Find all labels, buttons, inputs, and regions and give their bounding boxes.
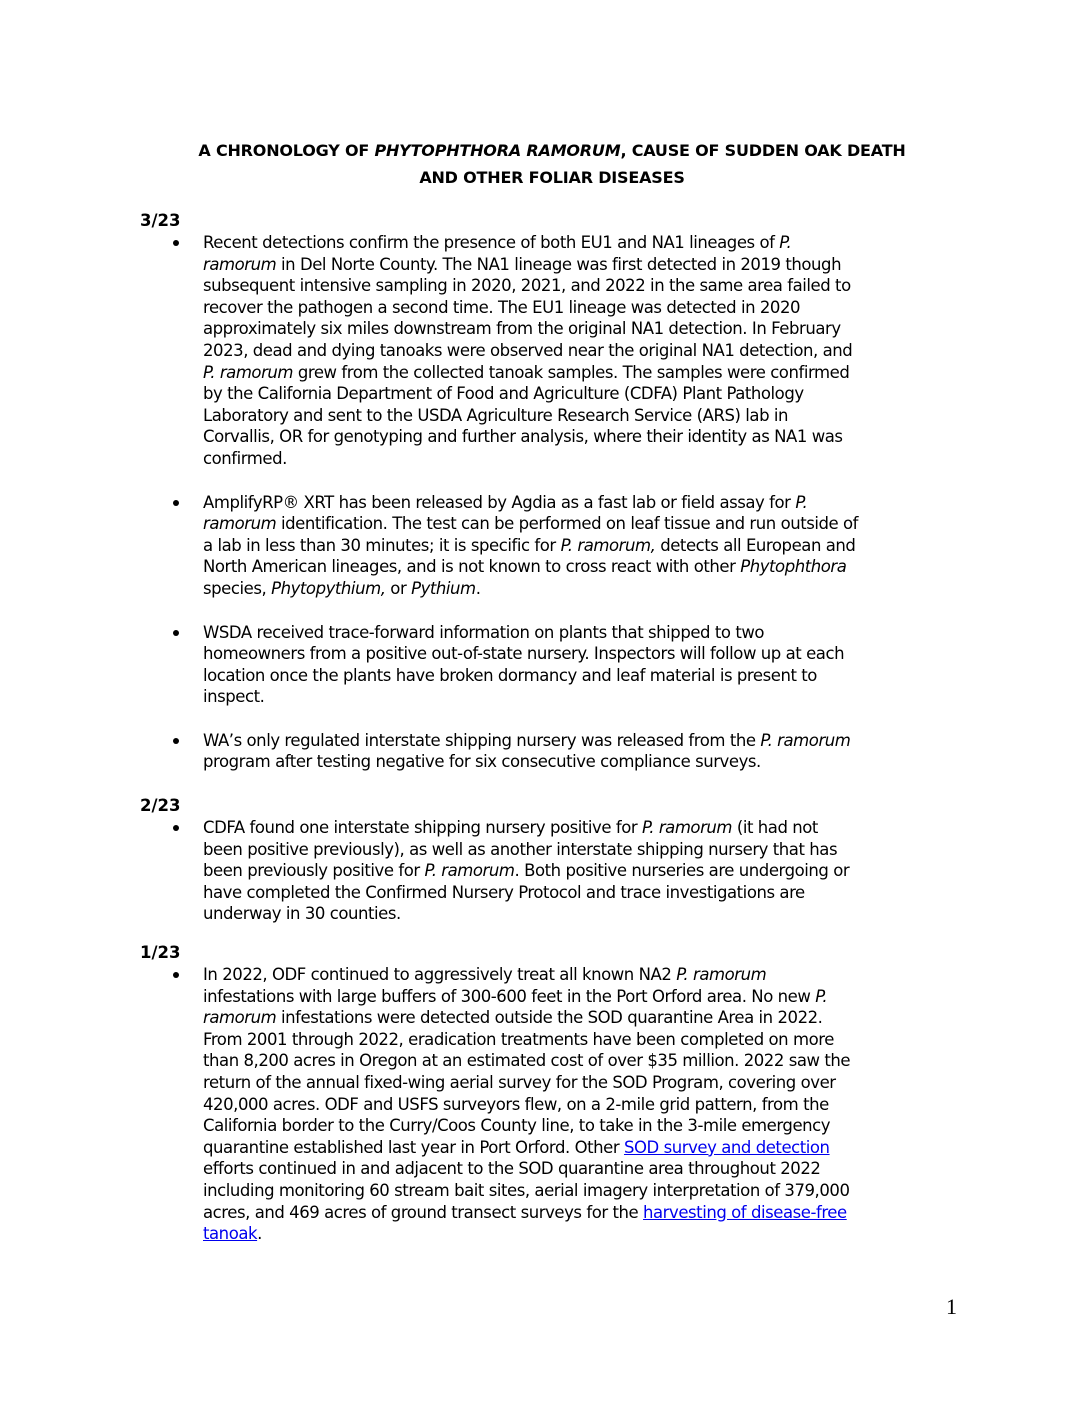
text-segment: recover the pathogen a second time. The EU1 lineage was detected in 2020	[203, 297, 801, 317]
text-line	[203, 1029, 970, 1051]
text-segment: been previously positive for	[203, 861, 425, 881]
text-line	[203, 1223, 970, 1245]
text-segment: grew from the collected tanoak samples. The samples were confirmed	[293, 362, 850, 382]
text-segment: by the California Department of Food and Agriculture (CDFA) Plant Pathology	[203, 384, 804, 404]
bullet-icon	[173, 825, 179, 831]
bullet-icon	[173, 240, 179, 246]
text-line	[203, 405, 970, 427]
title-line-1: A CHRONOLOGY OF PHYTOPHTHORA RAMORUM, CAUSE OF SUDDEN OAK DEATH	[198, 141, 906, 160]
text-segment: return of the annual fixed-wing aerial survey for the SOD Program, covering over	[203, 1072, 836, 1092]
list-item	[140, 817, 970, 925]
text-line	[203, 622, 970, 644]
text-segment: North American lineages, and is not known to cross react with other	[203, 557, 741, 577]
text-line	[203, 318, 970, 340]
hyperlink[interactable]: SOD survey and detection	[623, 1137, 830, 1157]
italic-text: ramorum	[203, 254, 277, 274]
text-line	[203, 535, 970, 557]
text-segment: WSDA received trace-forward information on plants that shipped to two	[203, 622, 765, 642]
italic-text: P. ramorum,	[560, 535, 656, 555]
text-segment: detects all European and	[655, 535, 856, 555]
text-line	[203, 448, 970, 470]
section-2-23	[140, 795, 970, 947]
text-segment: Laboratory and sent to the USDA Agriculture Research Service (ARS) lab in	[203, 405, 789, 425]
text-segment: In 2022, ODF continued to aggressively treat all known NA2	[203, 965, 677, 984]
document-title	[140, 137, 964, 191]
text-segment: (it had not	[732, 818, 818, 837]
italic-text: P. ramorum	[676, 965, 767, 984]
text-line	[203, 903, 970, 925]
text-segment: infestations were detected outside the SOD quarantine Area in 2022.	[276, 1008, 823, 1028]
text-line	[203, 1072, 970, 1094]
italic-text: P.	[795, 492, 808, 512]
list-item	[140, 232, 970, 470]
text-segment: WA’s only regulated interstate shipping nursery was released from the	[203, 730, 761, 750]
title-line-2: AND OTHER FOLIAR DISEASES	[419, 168, 685, 187]
text-line	[203, 860, 970, 882]
bullet-list	[140, 964, 970, 1245]
text-line	[203, 578, 970, 600]
text-line	[203, 882, 970, 904]
title-species-italic: PHYTOPHTHORA RAMORUM	[374, 141, 621, 160]
hyperlink[interactable]: tanoak	[203, 1224, 258, 1244]
text-line	[203, 232, 970, 254]
text-line	[203, 556, 970, 578]
text-line	[203, 1115, 970, 1137]
italic-text: P. ramorum	[203, 362, 294, 382]
text-line	[203, 340, 970, 362]
hyperlink[interactable]: harvesting of disease-free	[643, 1202, 847, 1222]
text-segment: location once the plants have broken dormancy and leaf material is present to	[203, 665, 817, 685]
text-segment: inspect.	[203, 687, 265, 707]
text-segment: approximately six miles downstream from the original NA1 detection. In February	[203, 319, 841, 339]
text-segment: acres, and 469 acres of ground transect surveys for the	[203, 1202, 644, 1222]
section-date: 2/23	[140, 796, 181, 815]
italic-text: Phytophthora	[740, 557, 847, 577]
bullet-icon	[173, 972, 179, 978]
text-segment: subsequent intensive sampling in 2020, 2021, and 2022 in the same area failed to	[203, 276, 851, 296]
section-date: 1/23	[140, 943, 181, 962]
text-line	[203, 254, 970, 276]
italic-text: Pythium	[411, 578, 476, 598]
text-segment: AmplifyRP® XRT has been released by Agdia as a fast lab or field assay for	[203, 492, 796, 512]
text-line	[203, 643, 970, 665]
bullet-icon	[173, 630, 179, 636]
text-segment: in Del Norte County. The NA1 lineage was first detected in 2019 though	[276, 254, 842, 274]
bullet-icon	[173, 738, 179, 744]
bullet-list	[140, 232, 970, 773]
text-segment: efforts continued in and adjacent to the SOD quarantine area throughout 2022	[203, 1159, 821, 1179]
text-line	[203, 751, 970, 773]
text-segment: quarantine established last year in Port Orford. Other	[203, 1137, 624, 1157]
text-line	[203, 383, 970, 405]
text-segment: California border to the Curry/Coos County line, to take in the 3-mile emergency	[203, 1116, 831, 1136]
text-segment: identification. The test can be performed on leaf tissue and run outside of	[276, 514, 859, 534]
text-line	[203, 275, 970, 297]
text-line	[203, 839, 970, 861]
text-segment: infestations with large buffers of 300-600 feet in the Port Orford area. No new	[203, 986, 816, 1006]
list-item	[140, 622, 970, 708]
text-line	[203, 492, 970, 514]
text-line	[203, 1050, 970, 1072]
text-line	[203, 1158, 970, 1180]
text-segment: confirmed.	[203, 448, 287, 468]
bullet-icon	[173, 500, 179, 506]
section-1-23	[140, 942, 970, 1267]
text-line	[203, 1202, 970, 1224]
text-segment: Recent detections confirm the presence of both EU1 and NA1 lineages of	[203, 233, 780, 252]
bullet-list	[140, 817, 970, 925]
text-line	[203, 1180, 970, 1202]
text-segment: been positive previously), as well as another interstate shipping nursery that has	[203, 839, 838, 859]
text-line	[203, 730, 970, 752]
text-line	[203, 1094, 970, 1116]
text-segment: . Both positive nurseries are undergoing or	[514, 861, 850, 881]
text-line	[203, 513, 970, 535]
text-line	[203, 362, 970, 384]
text-line	[203, 665, 970, 687]
italic-text: Phytopythium,	[271, 578, 386, 598]
list-item	[140, 492, 970, 600]
list-item	[140, 964, 970, 1245]
text-line	[203, 686, 970, 708]
text-segment: 2023, dead and dying tanoaks were observed near the original NA1 detection, and	[203, 340, 853, 360]
page-number: 1	[946, 1294, 957, 1319]
text-line	[203, 426, 970, 448]
text-segment: including monitoring 60 stream bait sites, aerial imagery interpretation of 379,000	[203, 1180, 850, 1200]
text-line	[203, 1137, 970, 1159]
text-segment: .	[475, 578, 481, 598]
text-segment: than 8,200 acres in Oregon at an estimated cost of over $35 million. 2022 saw the	[203, 1051, 851, 1071]
text-segment: have completed the Confirmed Nursery Protocol and trace investigations are	[203, 882, 805, 902]
italic-text: P. ramorum	[642, 818, 733, 837]
list-item	[140, 730, 970, 773]
text-segment: 420,000 acres. ODF and USFS surveyors flew, on a 2-mile grid pattern, from the	[203, 1094, 829, 1114]
text-line	[203, 297, 970, 319]
section-date: 3/23	[140, 211, 181, 230]
italic-text: P.	[779, 233, 792, 252]
text-segment: a lab in less than 30 minutes; it is specific for	[203, 535, 561, 555]
text-segment: CDFA found one interstate shipping nursery positive for	[203, 818, 642, 837]
text-segment: species,	[203, 578, 272, 598]
text-segment: .	[257, 1224, 262, 1244]
section-3-23	[140, 210, 970, 795]
text-line	[203, 817, 970, 839]
text-segment: or	[385, 578, 412, 598]
italic-text: ramorum	[203, 514, 277, 534]
italic-text: P.	[815, 986, 828, 1006]
text-line	[203, 964, 970, 986]
text-segment: homeowners from a positive out-of-state nursery. Inspectors will follow up at each	[203, 644, 845, 664]
text-line	[203, 1007, 970, 1029]
text-segment: From 2001 through 2022, eradication treatments have been completed on more	[203, 1029, 834, 1049]
italic-text: P. ramorum	[424, 861, 515, 881]
italic-text: ramorum	[203, 1008, 277, 1028]
text-segment: underway in 30 counties.	[203, 904, 401, 924]
text-line	[203, 986, 970, 1008]
text-segment: program after testing negative for six consecutive compliance surveys.	[203, 752, 761, 772]
text-segment: Corvallis, OR for genotyping and further analysis, where their identity as NA1 was	[203, 427, 843, 447]
italic-text: P. ramorum	[760, 730, 851, 750]
